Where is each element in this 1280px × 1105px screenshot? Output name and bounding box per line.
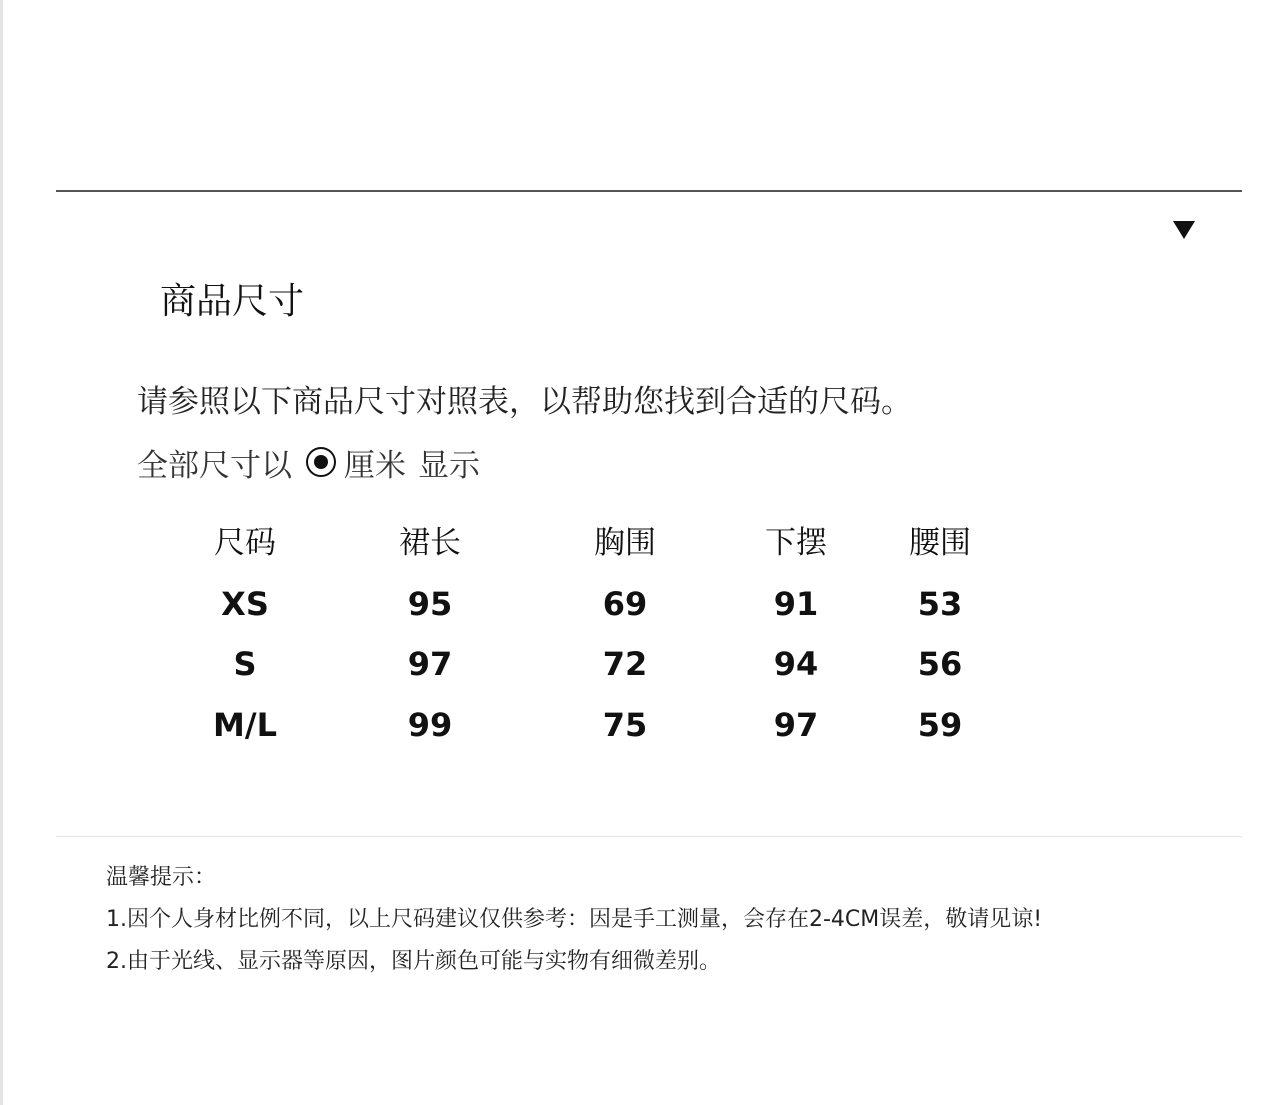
table-cell: 53 bbox=[917, 585, 963, 623]
header-cell-size: 尺码 bbox=[214, 525, 276, 561]
notes-divider bbox=[56, 836, 1242, 837]
collapse-toggle-button[interactable] bbox=[1168, 214, 1200, 246]
table-cell: 75 bbox=[602, 706, 648, 744]
unit-suffix: 显示 bbox=[418, 447, 480, 484]
section-title: 商品尺寸 bbox=[160, 281, 305, 322]
header-cell-length: 裙长 bbox=[399, 525, 461, 561]
tip-line: 2.由于光线、显示器等原因，图片颜色可能与实物有细微差别。 bbox=[106, 949, 721, 974]
table-row bbox=[0, 579, 1280, 629]
table-cell: 56 bbox=[917, 645, 963, 683]
unit-prefix: 全部尺寸以 bbox=[137, 447, 292, 484]
header-cell-bust: 胸围 bbox=[594, 525, 656, 561]
table-cell: 97 bbox=[407, 645, 453, 683]
table-cell: 97 bbox=[773, 706, 819, 744]
section-top-divider bbox=[56, 190, 1242, 192]
table-cell: S bbox=[233, 645, 257, 683]
table-cell: 99 bbox=[407, 706, 453, 744]
table-cell: 72 bbox=[602, 645, 648, 683]
table-cell: XS bbox=[221, 585, 269, 623]
unit-option-label[interactable]: 厘米 bbox=[344, 447, 406, 484]
table-cell: M/L bbox=[213, 706, 277, 744]
tip-line: 1.因个人身材比例不同，以上尺码建议仅供参考：因是手工测量，会存在2-4CM误差，敬请见谅! bbox=[106, 907, 1043, 932]
table-row bbox=[0, 639, 1280, 689]
radio-selected-dot bbox=[314, 455, 328, 469]
unit-selector bbox=[137, 440, 480, 484]
table-cell: 69 bbox=[602, 585, 648, 623]
triangle-down-icon bbox=[1173, 221, 1195, 239]
tips-section bbox=[106, 862, 1042, 988]
header-cell-hem: 下摆 bbox=[765, 525, 827, 561]
table-cell: 91 bbox=[773, 585, 819, 623]
table-cell: 59 bbox=[917, 706, 963, 744]
table-cell: 94 bbox=[773, 645, 819, 683]
size-guide-intro: 请参照以下商品尺寸对照表，以帮助您找到合适的尺码。 bbox=[137, 384, 912, 420]
table-cell: 95 bbox=[407, 585, 453, 623]
size-table-header-row bbox=[0, 518, 1280, 568]
table-row bbox=[0, 700, 1280, 750]
unit-radio-cm[interactable] bbox=[306, 447, 336, 477]
header-cell-waist: 腰围 bbox=[909, 525, 971, 561]
tips-title: 温馨提示： bbox=[106, 865, 217, 890]
